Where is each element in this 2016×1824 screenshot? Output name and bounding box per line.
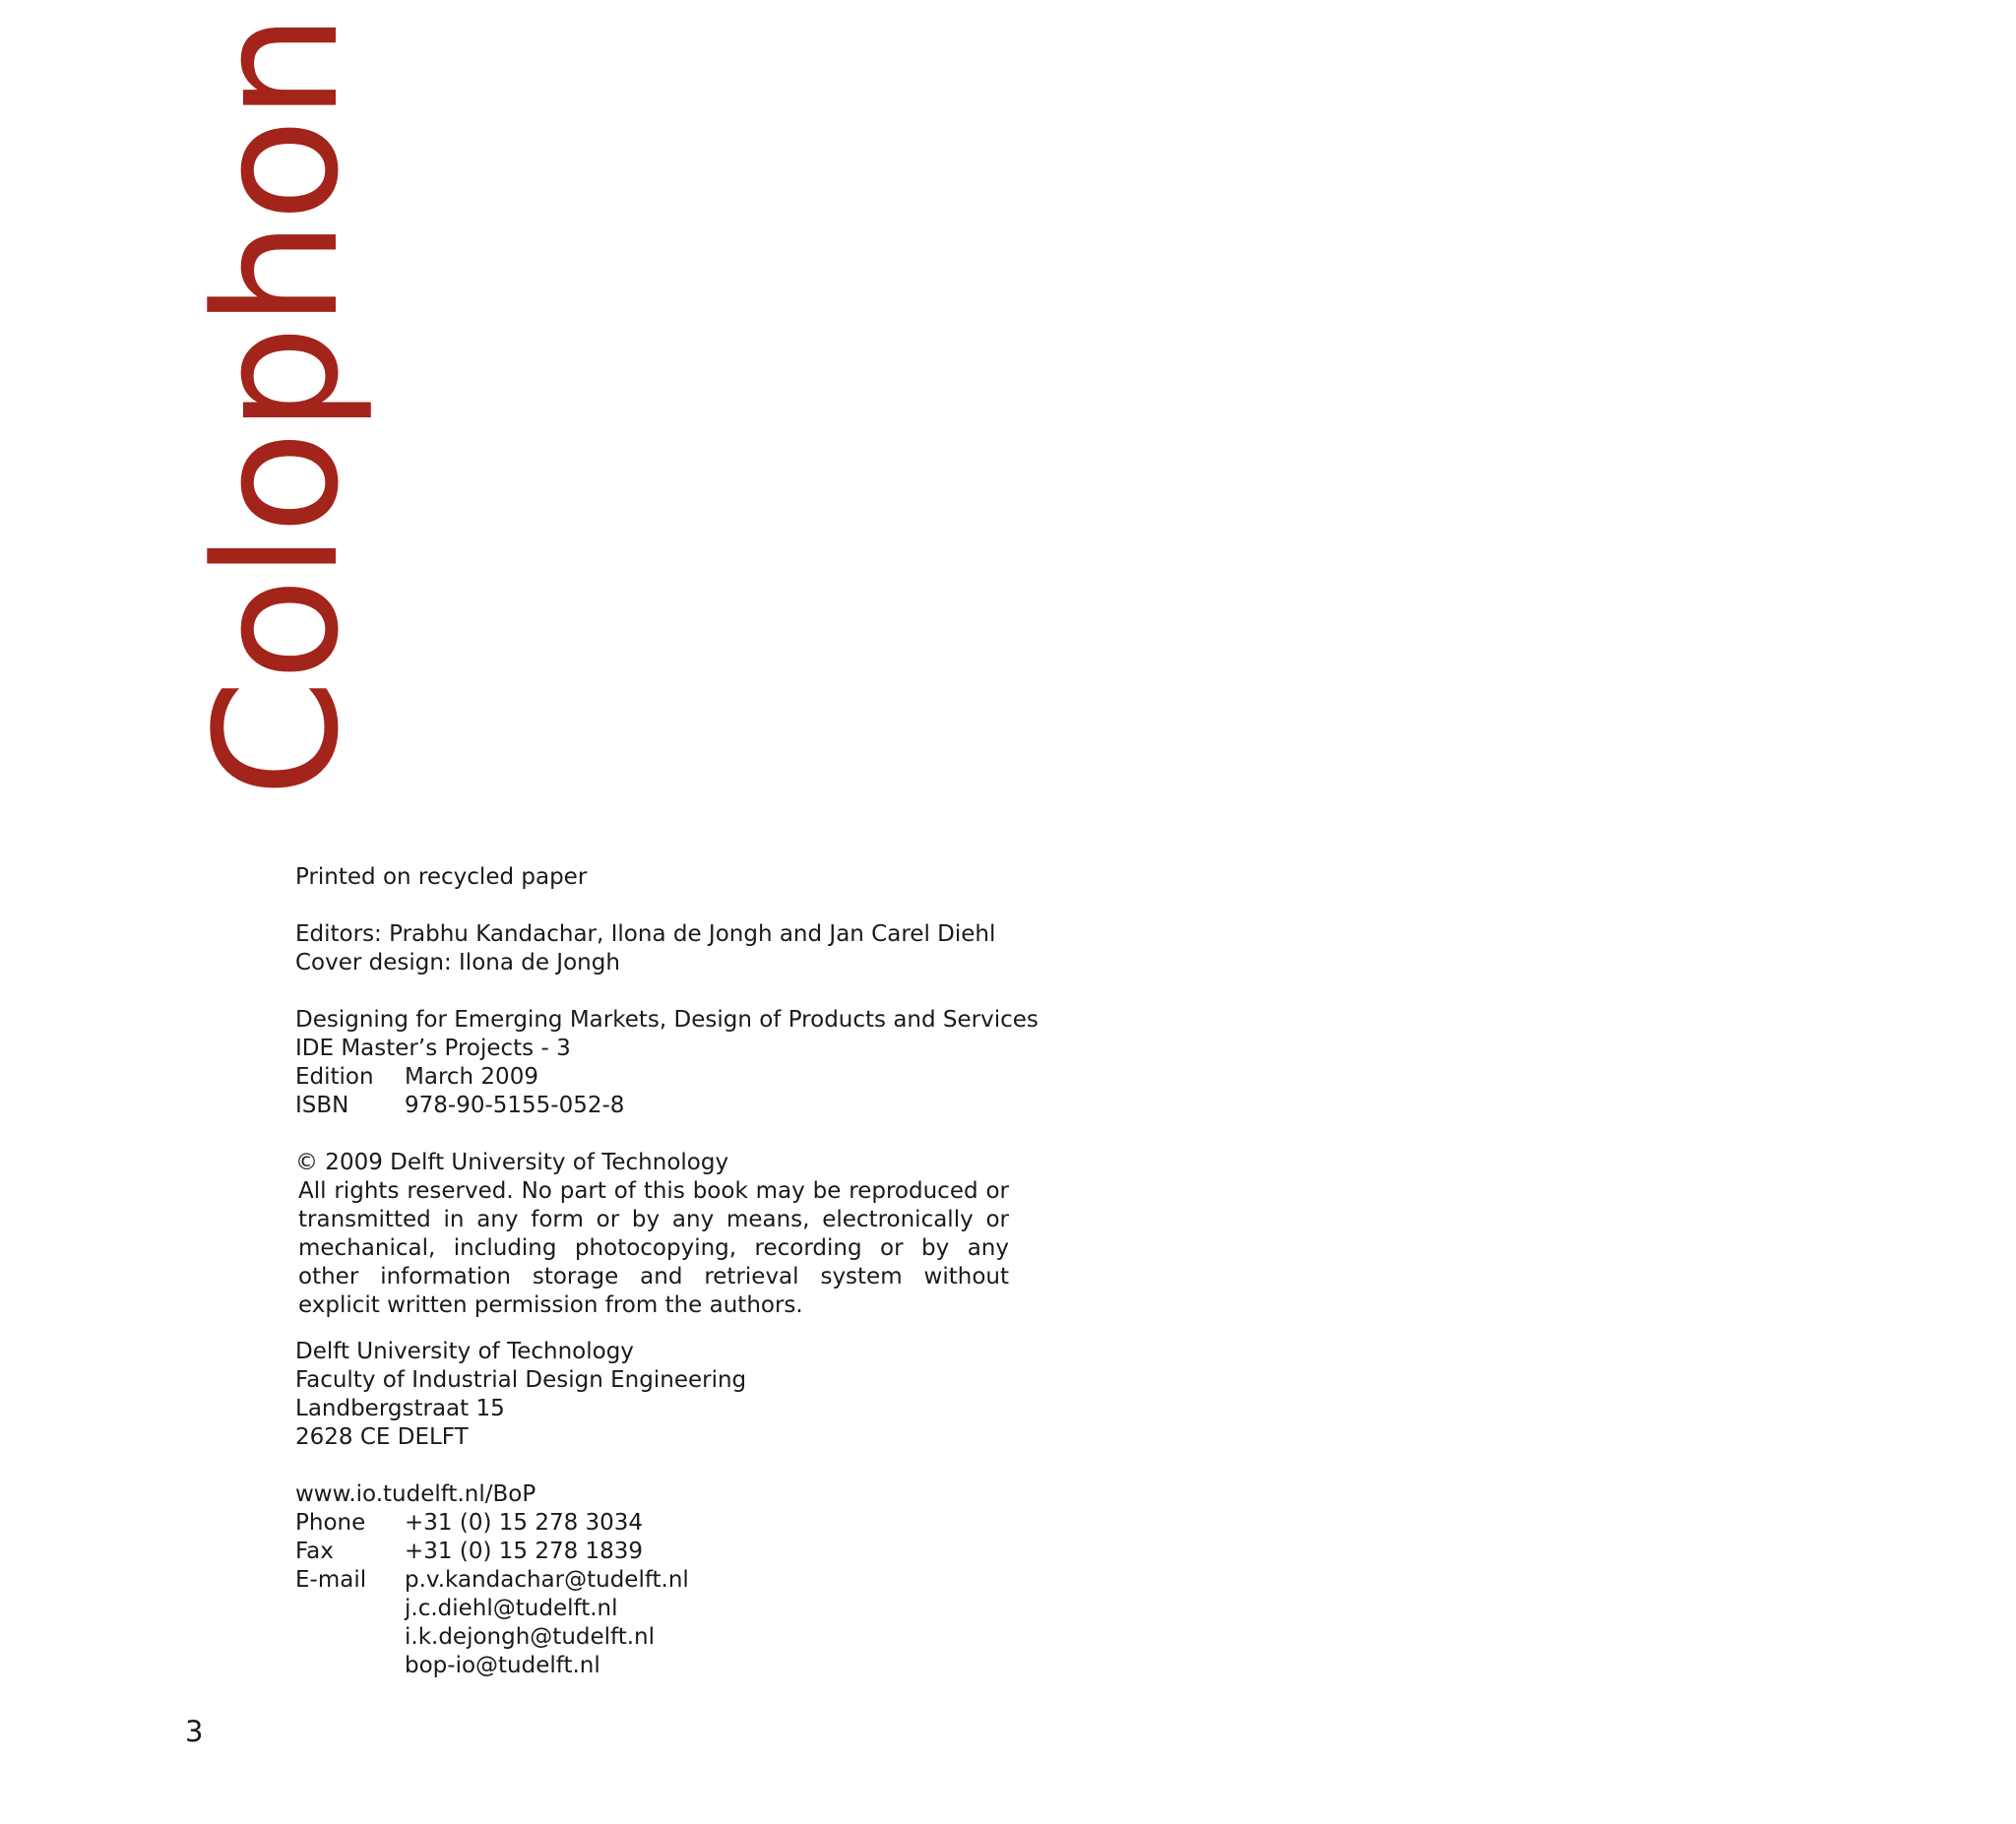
fax-value: +31 (0) 15 278 1839 bbox=[405, 1539, 644, 1564]
edition-value: March 2009 bbox=[405, 1064, 538, 1090]
address-faculty: Faculty of Industrial Design Engineering bbox=[295, 1367, 747, 1393]
isbn-value: 978-90-5155-052-8 bbox=[405, 1093, 625, 1118]
address-university: Delft University of Technology bbox=[295, 1339, 634, 1364]
fax-label: Fax bbox=[295, 1539, 334, 1564]
editors: Editors: Prabhu Kandachar, Ilona de Jongh and Jan Carel Diehl bbox=[295, 921, 996, 947]
cover-design: Cover design: Ilona de Jongh bbox=[295, 950, 620, 975]
edition-row bbox=[295, 1063, 1009, 1092]
edition-label: Edition bbox=[295, 1064, 374, 1090]
spacer bbox=[295, 977, 1009, 1006]
rights-statement: All rights reserved. No part of this book may be reproduced or transmitted in any form or by any means, electronically or mechanical, including photocopying, recording or by any other information storage and retrieval system without explicit written permission from the authors. bbox=[298, 1178, 1009, 1318]
phone-row bbox=[295, 1509, 1009, 1538]
email-label: E-mail bbox=[295, 1567, 367, 1593]
spacer bbox=[295, 1120, 1009, 1149]
book-title: Designing for Emerging Markets, Design of Products and Services bbox=[295, 1007, 1039, 1033]
series: IDE Master’s Projects - 3 bbox=[295, 1036, 571, 1061]
email-link[interactable]: i.k.dejongh@tudelft.nl bbox=[405, 1624, 656, 1650]
address-city: 2628 CE DELFT bbox=[295, 1424, 469, 1450]
spacer bbox=[295, 1452, 1009, 1480]
colophon-body bbox=[295, 863, 1039, 1680]
isbn-label: ISBN bbox=[295, 1093, 349, 1118]
email-link[interactable]: j.c.diehl@tudelft.nl bbox=[405, 1596, 618, 1621]
copyright: © 2009 Delft University of Technology bbox=[295, 1150, 729, 1175]
isbn-row bbox=[295, 1092, 1009, 1120]
fax-row bbox=[295, 1538, 1009, 1566]
address-street: Landbergstraat 15 bbox=[295, 1396, 505, 1421]
email-link[interactable]: p.v.kandachar@tudelft.nl bbox=[405, 1567, 689, 1593]
page-title: Colophon bbox=[178, 15, 376, 797]
spacer bbox=[295, 1320, 1009, 1338]
website-link[interactable]: www.io.tudelft.nl/BoP bbox=[295, 1481, 536, 1507]
email-link[interactable]: bop-io@tudelft.nl bbox=[405, 1653, 600, 1678]
email-list bbox=[405, 1566, 1009, 1680]
phone-value: +31 (0) 15 278 3034 bbox=[405, 1510, 644, 1536]
email-row bbox=[295, 1566, 1009, 1680]
page-number: 3 bbox=[185, 1715, 204, 1748]
paper-note: Printed on recycled paper bbox=[295, 864, 588, 890]
spacer bbox=[295, 892, 1009, 920]
phone-label: Phone bbox=[295, 1510, 366, 1536]
